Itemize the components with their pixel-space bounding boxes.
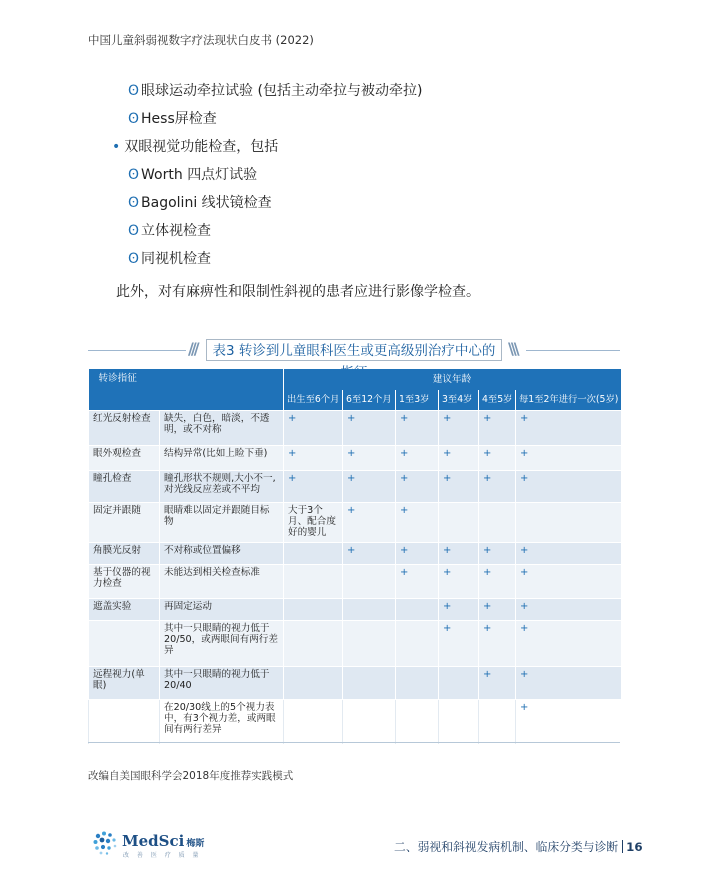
table-row — [89, 543, 621, 565]
table-row — [89, 411, 621, 446]
age-column-header: 6至12个月 — [343, 390, 396, 411]
cell-mark: + — [516, 471, 621, 503]
cell-mark — [284, 700, 343, 744]
logo-tagline: 改 善 医 疗 质 量 — [123, 852, 202, 859]
cell-indication: 遮盖实验 — [89, 599, 160, 621]
cell-mark: + — [516, 543, 621, 565]
circle-dot-icon: ʘ — [128, 83, 140, 99]
cell-condition: 其中一只眼睛的视力低于20/50，或两眼间有两行差异 — [160, 621, 284, 667]
cell-mark — [396, 599, 439, 621]
cell-mark — [439, 700, 479, 744]
header-suggested-age: 建议年龄 — [284, 369, 621, 390]
cell-mark: + — [284, 411, 343, 446]
cell-indication: 瞳孔检查 — [89, 471, 160, 503]
source-note: 改编自美国眼科学会2018年度推荐实践模式 — [88, 770, 294, 782]
bullet-sub-item: ʘ 同视机检查 — [128, 251, 212, 267]
cell-mark: + — [479, 471, 516, 503]
cell-mark — [396, 667, 439, 700]
table-bottom-rule — [88, 742, 620, 743]
cell-indication: 远程视力(单眼) — [89, 667, 160, 700]
cell-mark — [343, 565, 396, 599]
cell-condition: 再固定运动 — [160, 599, 284, 621]
cell-mark: + — [439, 543, 479, 565]
table-row — [89, 565, 621, 599]
cell-mark: + — [516, 667, 621, 700]
cell-mark: + — [516, 565, 621, 599]
cell-indication: 基于仪器的视力检查 — [89, 565, 160, 599]
cell-mark: 大于3个月、配合度好的婴儿 — [284, 503, 343, 543]
cell-mark: + — [516, 446, 621, 471]
cell-mark: + — [396, 411, 439, 446]
cell-mark — [343, 599, 396, 621]
page-footer — [394, 838, 643, 855]
footer-chapter: 二、弱视和斜视发病机制、临床分类与诊断 — [394, 840, 619, 854]
cell-condition: 瞳孔形状不规则,大小不一,对光线反应差或不平均 — [160, 471, 284, 503]
circle-dot-icon: ʘ — [128, 167, 140, 183]
cell-mark: + — [343, 446, 396, 471]
cell-indication: 固定并跟随 — [89, 503, 160, 543]
cell-condition: 其中一只眼睛的视力低于20/40 — [160, 667, 284, 700]
title-rule-right — [526, 350, 620, 351]
medsci-logo — [92, 830, 205, 859]
cell-mark: + — [479, 411, 516, 446]
bullet-sub-item: ʘ Bagolini 线状镜检查 — [128, 195, 272, 211]
cell-mark — [396, 700, 439, 744]
table-row — [89, 667, 621, 700]
body-paragraph: 此外，对有麻痹性和限制性斜视的患者应进行影像学检查。 — [116, 284, 480, 300]
cell-mark: + — [396, 446, 439, 471]
table-row — [89, 700, 621, 744]
cell-mark — [284, 599, 343, 621]
bullet-sub-item: ʘ 立体视检查 — [128, 223, 212, 239]
table-row — [89, 471, 621, 503]
cell-mark: + — [479, 621, 516, 667]
cell-indication — [89, 621, 160, 667]
bullet-dot-icon: • — [112, 139, 121, 155]
cell-indication — [89, 700, 160, 744]
cell-mark: + — [439, 471, 479, 503]
referral-table — [88, 369, 621, 744]
cell-condition: 结构异常(比如上睑下垂) — [160, 446, 284, 471]
cell-mark: + — [284, 446, 343, 471]
cell-mark: + — [284, 471, 343, 503]
cell-mark: + — [396, 565, 439, 599]
table-title-bar — [88, 338, 620, 364]
age-column-header: 3至4岁 — [439, 390, 479, 411]
table-row — [89, 621, 621, 667]
age-column-header: 出生至6个月 — [284, 390, 343, 411]
running-header: 中国儿童斜弱视数字疗法现状白皮书 (2022) — [88, 33, 314, 47]
cell-mark: + — [439, 565, 479, 599]
cell-mark — [343, 621, 396, 667]
cell-mark: + — [479, 667, 516, 700]
cell-mark — [439, 503, 479, 543]
cell-mark: + — [343, 411, 396, 446]
cell-mark: + — [439, 411, 479, 446]
cell-mark — [284, 565, 343, 599]
bullet-sub-item: ʘ 眼球运动牵拉试验 (包括主动牵拉与被动牵拉) — [128, 83, 423, 99]
cell-indication: 红光反射检查 — [89, 411, 160, 446]
cell-condition: 不对称或位置偏移 — [160, 543, 284, 565]
cell-mark — [479, 503, 516, 543]
cell-mark: + — [343, 543, 396, 565]
cell-mark: + — [479, 599, 516, 621]
cell-mark — [343, 700, 396, 744]
cell-mark: + — [396, 503, 439, 543]
circle-dot-icon: ʘ — [128, 195, 140, 211]
cell-mark: + — [343, 471, 396, 503]
logo-wordmark: MedSci 梅斯 — [122, 832, 205, 850]
cell-mark: + — [439, 446, 479, 471]
bullet-main-item: • 双眼视觉功能检查，包括 — [112, 139, 279, 155]
circle-dot-icon: ʘ — [128, 111, 140, 127]
title-slash-decoration: /// — [188, 339, 197, 358]
cell-mark: + — [439, 599, 479, 621]
cell-mark: + — [396, 471, 439, 503]
table-title: 表3 转诊到儿童眼科医生或更高级别治疗中心的 — [206, 339, 502, 361]
bullet-sub-item: ʘ Hess屏检查 — [128, 111, 217, 127]
cell-mark: + — [439, 621, 479, 667]
cell-condition: 缺失，白色，暗淡，不透明，或不对称 — [160, 411, 284, 446]
table-row — [89, 503, 621, 543]
dots-logo-icon — [92, 830, 120, 856]
cell-mark — [516, 503, 621, 543]
cell-mark: + — [516, 700, 621, 744]
cell-mark — [284, 621, 343, 667]
cell-mark: + — [343, 503, 396, 543]
header-condition — [160, 369, 284, 411]
cell-mark: + — [516, 621, 621, 667]
cell-condition: 在20/30线上的5个视力表中，有3个视力差，或两眼间有两行差异 — [160, 700, 284, 744]
cell-mark: + — [479, 565, 516, 599]
bullet-sub-item: ʘ Worth 四点灯试验 — [128, 167, 258, 183]
cell-mark: + — [479, 543, 516, 565]
title-rule-left — [88, 350, 186, 351]
cell-condition: 未能达到相关检查标准 — [160, 565, 284, 599]
table-row — [89, 599, 621, 621]
cell-condition: 眼睛难以固定并跟随目标物 — [160, 503, 284, 543]
circle-dot-icon: ʘ — [128, 251, 140, 267]
footer-divider — [622, 840, 623, 853]
cell-indication: 角膜光反射 — [89, 543, 160, 565]
cell-mark: + — [396, 543, 439, 565]
cell-indication: 眼外观检查 — [89, 446, 160, 471]
age-column-header: 1至3岁 — [396, 390, 439, 411]
header-indication: 转诊指征 — [89, 369, 160, 411]
page-number: 16 — [626, 840, 643, 854]
cell-mark: + — [516, 411, 621, 446]
cell-mark — [343, 667, 396, 700]
cell-mark — [396, 621, 439, 667]
cell-mark — [284, 543, 343, 565]
age-column-header: 每1至2年进行一次(5岁) — [516, 390, 621, 411]
table-row — [89, 446, 621, 471]
age-column-header: 4至5岁 — [479, 390, 516, 411]
cell-mark: + — [479, 446, 516, 471]
cell-mark: + — [516, 599, 621, 621]
cell-mark — [479, 700, 516, 744]
cell-mark — [284, 667, 343, 700]
cell-mark — [439, 667, 479, 700]
title-slash-decoration: \\\ — [508, 339, 517, 358]
circle-dot-icon: ʘ — [128, 223, 140, 239]
